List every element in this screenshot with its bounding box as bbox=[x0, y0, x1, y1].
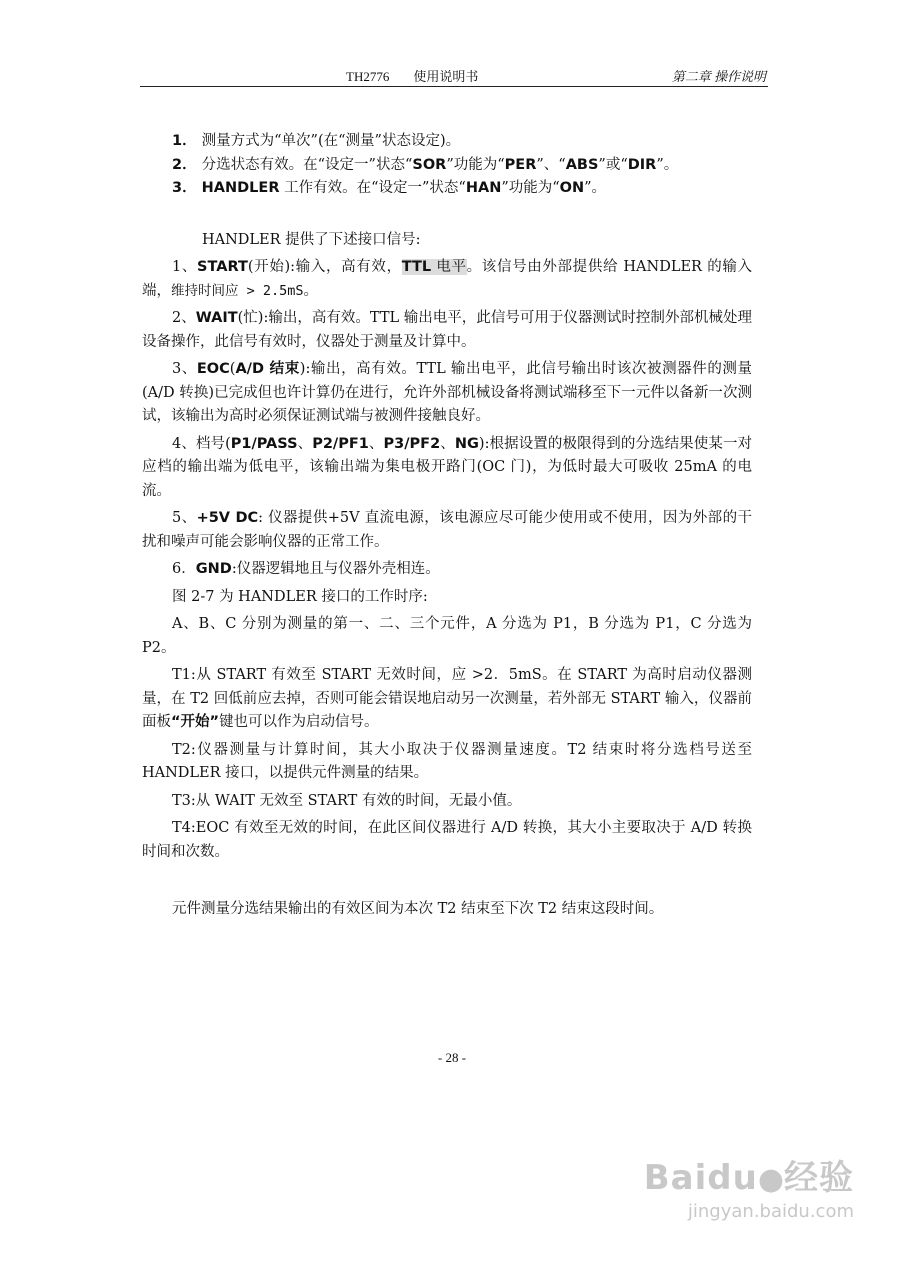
text-run: 2、 bbox=[172, 310, 196, 326]
text-run: ”。 bbox=[656, 156, 679, 173]
text-run: 测量方式为“单次”(在“测量”状态设定)。 bbox=[201, 133, 461, 149]
text-run: 5、 bbox=[172, 510, 197, 526]
bold-term: DIR bbox=[627, 156, 657, 173]
text-run: 维持时间应 > 2.5mS bbox=[171, 282, 304, 299]
bold-term: GND bbox=[195, 561, 232, 577]
text-run: 、 bbox=[297, 435, 313, 452]
text-run: 键也可以作为启动信号。 bbox=[219, 714, 379, 730]
page-content bbox=[142, 130, 752, 922]
bold-term: ABS bbox=[565, 156, 599, 173]
watermark-url: jingyan.baidu.com bbox=[687, 1201, 854, 1222]
bold-term: ON bbox=[559, 180, 585, 196]
baidu-watermark bbox=[644, 1150, 854, 1222]
condition-number: 3． bbox=[172, 180, 202, 196]
text-run: 。 bbox=[303, 282, 319, 299]
bold-term: HANDLER bbox=[201, 180, 280, 196]
text-run: ( bbox=[229, 361, 236, 377]
text-run: ”功能为“ bbox=[501, 180, 560, 196]
bold-term: TTL bbox=[401, 259, 432, 275]
text-run: ”。 bbox=[584, 180, 607, 196]
signal-paragraph bbox=[142, 307, 752, 354]
text-run: : 仪器提供+5V 直流电源，该电源应尽可能少使用或不使用，因为外部的干扰和噪声可能会影响仪器的正常工作。 bbox=[142, 510, 752, 550]
header-chapter: 第二章 操作说明 bbox=[671, 69, 766, 84]
signal-paragraph bbox=[142, 507, 752, 554]
signals-list bbox=[142, 256, 752, 582]
timing-paragraph bbox=[142, 664, 752, 735]
timing-paragraph bbox=[142, 613, 752, 660]
text-run: 电平 bbox=[431, 259, 467, 275]
paw-icon: ● bbox=[757, 1162, 784, 1197]
timing-paragraph bbox=[142, 739, 752, 786]
timing-list bbox=[142, 613, 752, 864]
page-header bbox=[140, 64, 768, 87]
page-number: - 28 - bbox=[437, 1050, 467, 1065]
timing-paragraph bbox=[142, 817, 752, 864]
timing-paragraph bbox=[142, 790, 752, 814]
text-run: 。该信号由外部提供给 HANDLER 的输入端， bbox=[142, 259, 753, 299]
text-run: ”、“ bbox=[536, 156, 566, 173]
signal-paragraph bbox=[142, 256, 752, 303]
text-run: ):根据设置的极限得到的分选结果使某一对应档的输出端为低电平，该输出端为集电极开路门(OC 门)，为低时最大可吸收 25mA 的电流。 bbox=[142, 435, 753, 499]
text-run: ):输出，高有效。TTL 输出电平，此信号输出时该次被测器件的测量(A/D 转换)已完成但也许计算仍在进行，允许外部机械设备将测试端移至下一元件以备新一次测试，该输出为高时必须保证测试端与被测件接触良好。 bbox=[142, 361, 752, 424]
bold-term: EOC bbox=[196, 361, 230, 377]
text-run: A、B、C 分别为测量的第一、二、三个元件，A 分选为 P1，B 分选为 P1，C 分选为 P2。 bbox=[142, 616, 752, 656]
timing-intro: 图 2-7 为 HANDLER 接口的工作时序: bbox=[172, 588, 428, 605]
text-run: 、 bbox=[440, 435, 455, 452]
condition-item bbox=[142, 177, 752, 201]
bold-term: P1/PASS bbox=[230, 435, 298, 452]
header-manual: 使用说明书 bbox=[413, 69, 479, 84]
condition-item bbox=[142, 154, 752, 178]
text-run: ”功能为“ bbox=[446, 156, 505, 173]
signal-paragraph bbox=[142, 558, 752, 582]
text-run: 、 bbox=[368, 435, 384, 452]
bold-term: 结束 bbox=[264, 361, 300, 377]
condition-item bbox=[142, 130, 752, 154]
bold-term: “开始” bbox=[171, 714, 220, 730]
text-run: T2:仪器测量与计算时间，其大小取决于仪器测量速度。T2 结束时将分选档号送至 HANDLER 接口，以提供元件测量的结果。 bbox=[142, 741, 752, 781]
bold-term: START bbox=[197, 259, 248, 275]
bold-term: NG bbox=[454, 435, 479, 452]
text-run: (忙):输出，高有效。TTL 输出电平，此信号可用于仪器测试时控制外部机械处理设备操作，此信号有效时，仪器处于测量及计算中。 bbox=[142, 310, 752, 350]
watermark-logo-suffix: 经验 bbox=[784, 1158, 854, 1198]
bold-term: +5V DC bbox=[196, 510, 259, 526]
signal-paragraph bbox=[142, 358, 752, 429]
bold-term: PER bbox=[504, 156, 537, 173]
condition-number: 1． bbox=[172, 133, 202, 149]
watermark-logo: Baidu bbox=[643, 1158, 758, 1198]
intro-text: HANDLER 提供了下述接口信号: bbox=[202, 231, 421, 248]
bold-term: SOR bbox=[412, 156, 447, 173]
text-run: 4、档号( bbox=[172, 435, 231, 452]
bold-term: P2/PF1 bbox=[312, 435, 369, 452]
text-run: (开始):输入，高有效， bbox=[247, 259, 402, 275]
text-run: 6． bbox=[172, 561, 196, 577]
text-run: 工作有效。在“设定一”状态“ bbox=[279, 180, 466, 196]
text-run: ”或“ bbox=[598, 156, 628, 173]
condition-number: 2． bbox=[172, 156, 202, 173]
text-run: 1、 bbox=[172, 259, 198, 275]
bold-term: A/D bbox=[235, 361, 264, 377]
text-run: T1:从 START 有效至 START 无效时间，应 >2．5mS。在 START 为高时启动仪器测量，在 T2 回低前应去掉，否则可能会错误地启动另一次测量，若外部无 START 输入，仪器前面板 bbox=[142, 667, 752, 730]
closing-text: 元件测量分选结果输出的有效区间为本次 T2 结束至下次 T2 结束这段时间。 bbox=[172, 901, 664, 917]
signal-paragraph bbox=[142, 433, 752, 504]
bold-term: HAN bbox=[465, 180, 502, 196]
text-run: 3、 bbox=[172, 361, 197, 377]
text-run: :仪器逻辑地且与仪器外壳相连。 bbox=[231, 561, 440, 577]
bold-term: WAIT bbox=[195, 310, 238, 326]
bold-term: P3/PF2 bbox=[383, 435, 441, 452]
conditions-list bbox=[142, 130, 752, 201]
header-left bbox=[346, 66, 478, 85]
text-run: 分选状态有效。在“设定一”状态“ bbox=[201, 156, 413, 173]
text-run: T3:从 WAIT 无效至 START 有效的时间，无最小值。 bbox=[172, 792, 522, 809]
text-run: T4:EOC 有效至无效的时间，在此区间仪器进行 A/D 转换，其大小主要取决于 A/D 转换时间和次数。 bbox=[142, 820, 752, 860]
header-model: TH2776 bbox=[346, 69, 390, 84]
